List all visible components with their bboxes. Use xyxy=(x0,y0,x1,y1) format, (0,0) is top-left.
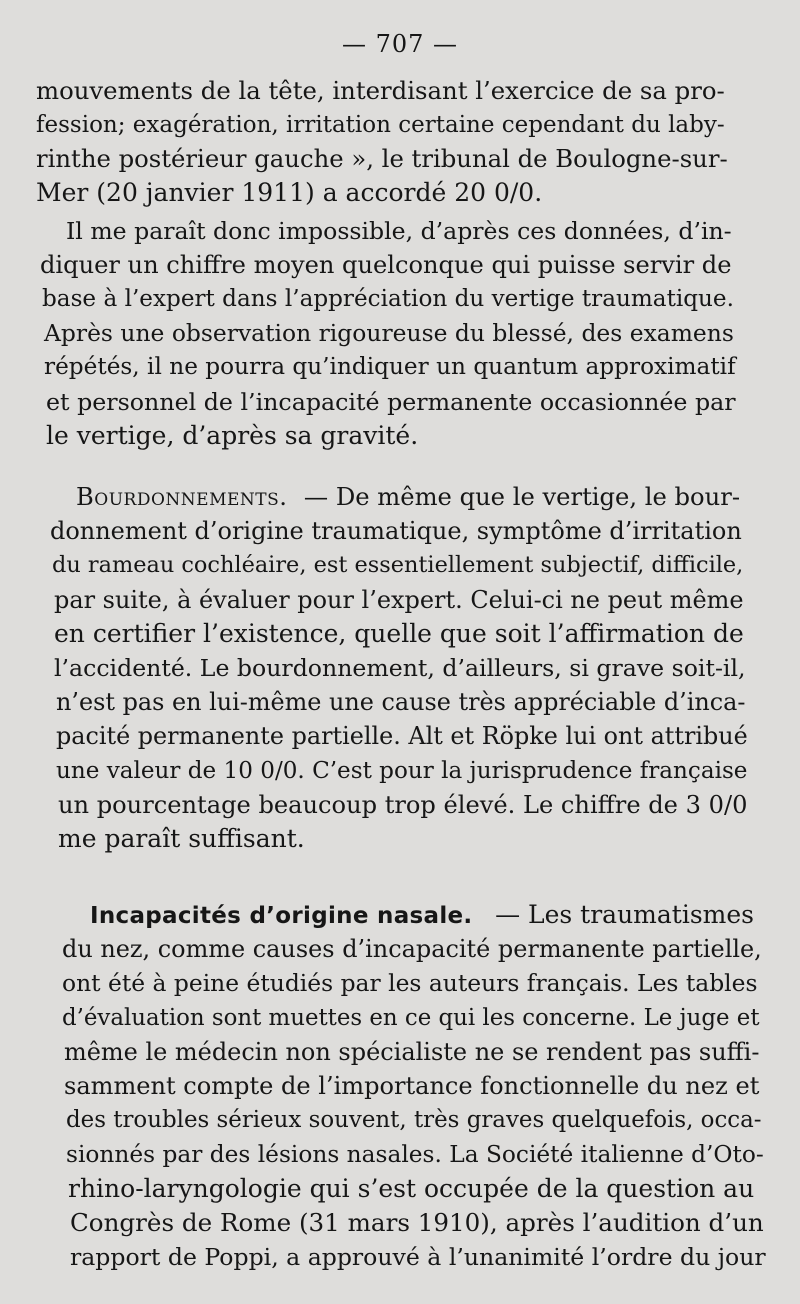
text-line: n’est pas en lui-même une cause très appréciable d’inca- xyxy=(56,688,746,716)
text-line: diquer un chiffre moyen quelconque qui puisse servir de xyxy=(40,251,732,279)
text-line: par suite, à évaluer pour l’expert. Celui-ci ne peut même xyxy=(54,586,744,614)
text-line: du rameau cochléaire, est essentiellement subjectif, difficile, xyxy=(52,552,744,578)
text-line: rhino-laryngologie qui s’est occupée de la question au xyxy=(68,1174,755,1203)
text-line: me paraît suffisant. xyxy=(58,824,305,853)
text-line: et personnel de l’incapacité permanente occasionnée par xyxy=(46,388,736,416)
text-line: fession; exagération, irritation certaine cependant du laby- xyxy=(36,112,725,138)
text-line: sionnés par des lésions nasales. La Société italienne d’Oto- xyxy=(66,1141,764,1168)
text-line: rapport de Poppi, a approuvé à l’unanimité l’ordre du jour xyxy=(70,1243,766,1271)
text-line: un pourcentage beaucoup trop élevé. Le chiffre de 3 0/0 xyxy=(58,791,748,819)
page-number: — 707 — xyxy=(341,30,459,58)
text-line: Après une observation rigoureuse du blessé, des examens xyxy=(44,319,734,347)
section-heading: Bourdonnements. xyxy=(76,483,288,511)
text-line: même le médecin non spécialiste ne se rendent pas suffi- xyxy=(64,1038,760,1066)
text-line: pacité permanente partielle. Alt et Röpke lui ont attribué xyxy=(56,722,748,750)
text-line: Bourdonnements. — De même que le vertige, le bour- xyxy=(76,483,740,511)
text-line: du nez, comme causes d’incapacité permanente partielle, xyxy=(62,935,762,963)
text-line: l’accidenté. Le bourdonnement, d’ailleurs, si grave soit-il, xyxy=(54,654,746,682)
text-line: Incapacités d’origine nasale. — Les traumatismes xyxy=(90,900,754,929)
text-line: le vertige, d’après sa gravité. xyxy=(46,421,419,450)
text-line: ont été à peine étudiés par les auteurs français. Les tables xyxy=(62,969,758,997)
text-line: samment compte de l’importance fonctionnelle du nez et xyxy=(64,1072,760,1100)
text-line: mouvements de la tête, interdisant l’exercice de sa pro- xyxy=(36,76,725,105)
text-line: une valeur de 10 0/0. C’est pour la jurisprudence française xyxy=(56,758,748,784)
text-line: rinthe postérieur gauche », le tribunal de Boulogne-sur- xyxy=(36,144,728,173)
text-line: Mer (20 janvier 1911) a accordé 20 0/0. xyxy=(36,178,543,207)
text-line: des troubles sérieux souvent, très graves quelquefois, occa- xyxy=(66,1107,762,1133)
section-heading: Incapacités d’origine nasale. xyxy=(90,903,473,929)
text-line: répétés, il ne pourra qu’indiquer un quantum approximatif xyxy=(44,353,736,380)
text-line: d’évaluation sont muettes en ce qui les concerne. Le juge et xyxy=(62,1005,760,1031)
text-line: donnement d’origine traumatique, symptôme d’irritation xyxy=(50,517,742,545)
text-line: en certifier l’existence, quelle que soit l’affirmation de xyxy=(54,619,744,648)
text-line: base à l’expert dans l’appréciation du vertige traumatique. xyxy=(42,286,734,312)
text-line: Congrès de Rome (31 mars 1910), après l’audition d’un xyxy=(70,1208,764,1237)
text-line: Il me paraît donc impossible, d’après ces données, d’in- xyxy=(66,217,732,245)
